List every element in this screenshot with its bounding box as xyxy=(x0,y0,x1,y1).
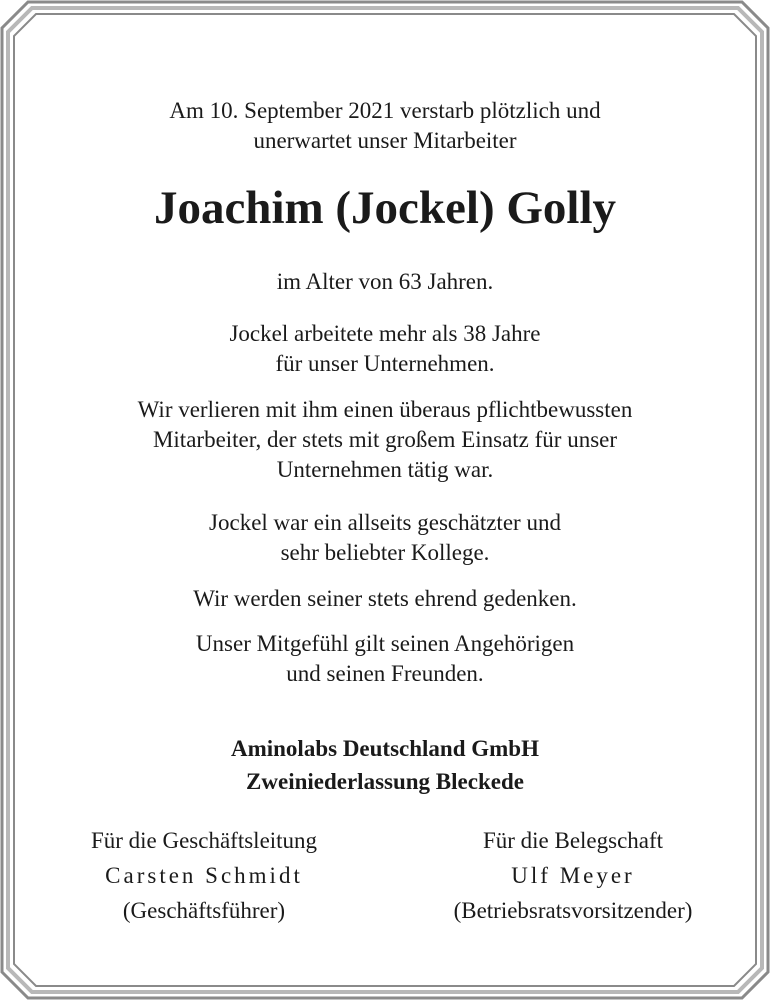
paragraph-line: und seinen Freunden. xyxy=(286,661,484,686)
signature-right-title: (Betriebsratsvorsitzender) xyxy=(453,898,693,923)
intro-line-1: Am 10. September 2021 verstarb plötzlich und xyxy=(169,98,601,123)
signature-right-name: Ulf Meyer xyxy=(511,863,635,888)
paragraph-line: Jockel war ein allseits geschätzter und xyxy=(209,510,561,535)
company-branch: Zweiniederlassung Bleckede xyxy=(246,769,524,794)
signature-left-name: Carsten Schmidt xyxy=(105,863,303,888)
paragraph-line: Wir werden seiner stets ehrend gedenken. xyxy=(193,586,577,611)
paragraph-line: sehr beliebter Kollege. xyxy=(280,540,490,565)
paragraph-line: Unternehmen tätig war. xyxy=(276,457,494,482)
signature-left-title: (Geschäftsführer) xyxy=(122,898,286,923)
paragraph-line: Wir verlieren mit ihm einen überaus pflichtbewussten xyxy=(137,397,633,422)
company-name: Aminolabs Deutschland GmbH xyxy=(230,736,539,761)
intro-line-2: unerwartet unser Mitarbeiter xyxy=(253,128,517,153)
signature-right-role: Für die Belegschaft xyxy=(482,828,664,853)
paragraph-line: Unser Mitgefühl gilt seinen Angehörigen xyxy=(195,631,575,656)
paragraph-line: Mitarbeiter, der stets mit großem Einsatz für unser xyxy=(152,427,618,452)
deceased-name: Joachim (Jockel) Golly xyxy=(153,182,617,234)
age-line: im Alter von 63 Jahren. xyxy=(276,269,494,294)
signature-left-role: Für die Geschäftsleitung xyxy=(90,828,318,853)
paragraph-line: für unser Unternehmen. xyxy=(275,351,495,376)
paragraph-line: Jockel arbeitete mehr als 38 Jahre xyxy=(229,321,541,346)
